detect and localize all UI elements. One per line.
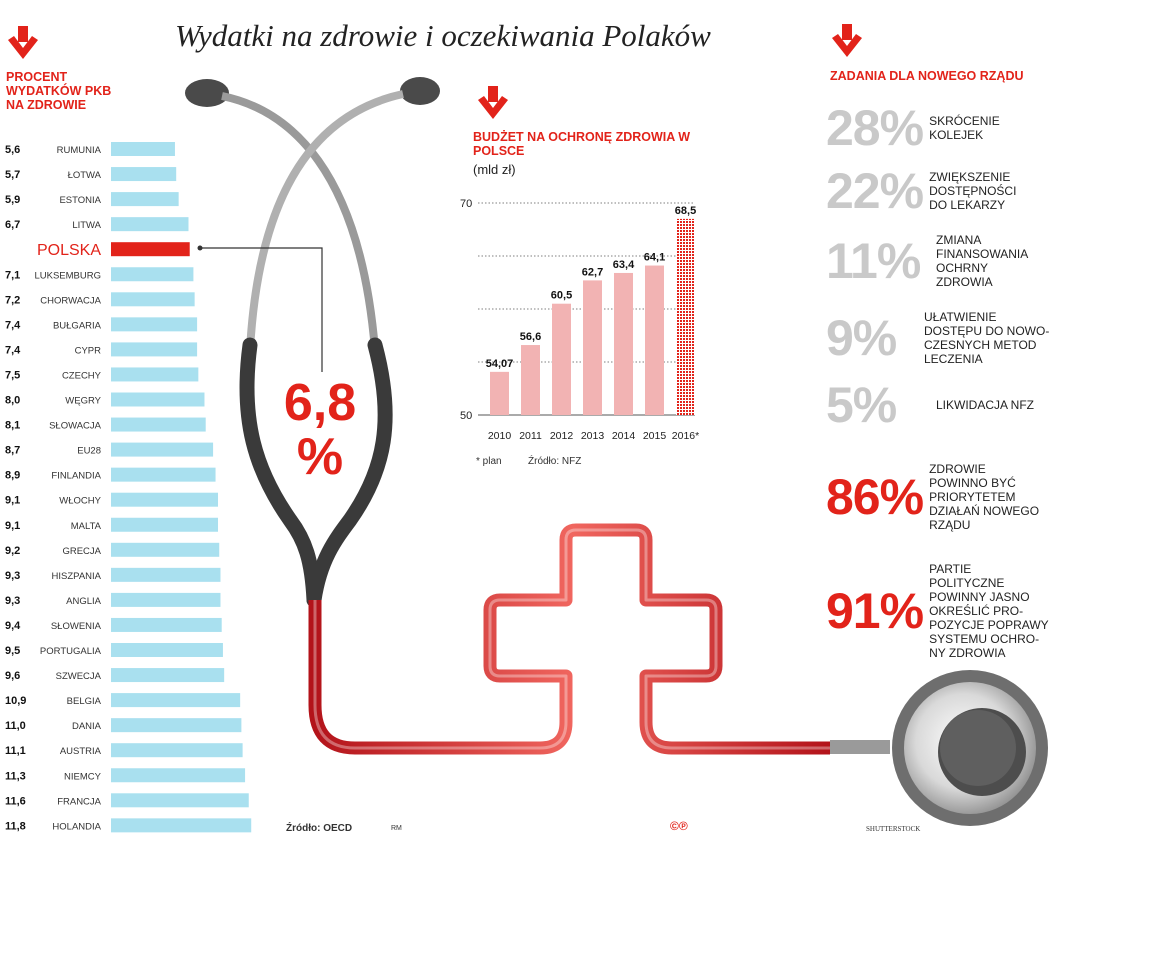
x-tick-label: 2011 [519,430,542,442]
publisher-logo: ©℗ [670,819,688,833]
bar [111,167,176,181]
task-text: ZMIANA FINANSOWANIA OCHRNY ZDROWIA [936,233,1028,289]
bar [111,643,223,657]
task-percent: 86% [826,469,924,525]
category-label: ŁOTWA [67,170,101,182]
bar [111,192,179,206]
category-label: FRANCJA [57,796,101,808]
data-label: 9,1 [5,494,21,507]
task-text: ZDROWIE POWINNO BYĆ PRIORYTETEM DZIAŁAŃ NOWEGO RZĄDU [929,462,1040,532]
x-tick-label: 2012 [549,430,574,442]
task-text: SKRÓCENIE KOLEJEK [929,114,1000,142]
data-label: 9,4 [5,619,21,632]
bar [111,543,219,557]
polska-highlight [272,376,368,484]
category-label: SŁOWACJA [49,420,101,432]
task-percent: 9% [826,310,897,366]
task-text: UŁATWIENIE DOSTĘPU DO NOWO-CZESNYCH METOD LECZENIA [924,310,1050,366]
task-percent: 91% [826,583,924,639]
task-item [826,562,1049,660]
category-label: HISZPANIA [51,570,101,582]
data-label: 9,3 [5,569,21,582]
data-label: 8,9 [5,469,21,482]
bar [111,393,204,407]
bar [521,345,540,415]
bar [111,618,222,632]
category-label: LUKSEMBURG [34,270,101,282]
bar [583,280,602,415]
category-label: GRECJA [62,545,101,557]
category-label: RUMUNIA [56,145,101,156]
gdp-bar-chart [0,0,290,850]
bar [111,768,245,782]
bar [111,418,206,432]
page-title: Wydatki na zdrowie i oczekiwania Polaków [175,18,711,53]
bar [111,142,175,156]
arrow-down-icon [830,24,864,60]
bar [111,693,240,707]
task-percent: 28% [826,100,924,156]
budget-source: Źródło: NFZ [528,456,582,467]
data-label: 5,7 [5,169,21,182]
category-label: BUŁGARIA [52,320,101,332]
category-label: MALTA [70,520,101,532]
bar [111,317,197,331]
budget-chart-heading: BUDŻET NA OCHRONĘ ZDROWIA W POLSCE [473,130,691,158]
bar [111,518,218,532]
data-label: 7,2 [5,294,21,307]
data-label: 63,4 [612,258,635,271]
task-item [826,310,1054,366]
task-percent: 11% [826,233,921,289]
x-tick-label: 2015 [642,430,667,442]
data-label: 8,0 [5,394,21,407]
data-label: 7,5 [5,369,21,382]
gdp-chart-heading: PROCENT WYDATKÓW PKB NA ZDROWIE [6,70,112,112]
arrow-down-icon [476,86,510,122]
bar [111,367,198,381]
category-label: ANGLIA [66,595,101,607]
data-label: 62,7 [581,266,604,279]
rm-credit: RM [391,825,402,832]
data-label: 11,0 [5,720,26,733]
data-label: 9,1 [5,519,21,532]
category-label: WĘGRY [65,395,101,407]
bar [111,718,241,732]
data-label: 9,2 [5,544,21,557]
bar [111,818,251,832]
task-percent: 22% [826,163,924,219]
data-label: 11,3 [5,770,26,783]
category-label: CZECHY [61,370,101,382]
data-label: 7,1 [5,269,21,282]
category-label: SŁOWENIA [50,620,101,632]
category-label: POLSKA [36,242,101,260]
category-label: BELGIA [66,696,101,708]
category-label: ESTONIA [59,195,101,207]
data-label: 64,1 [643,251,666,264]
category-label: AUSTRIA [59,746,101,758]
category-label: EU28 [77,445,101,457]
x-tick-label: 2016* [671,430,700,442]
task-item [826,233,1046,289]
data-label: 11,8 [5,820,26,833]
category-label: PORTUGALIA [39,646,101,657]
y-tick-label: 50 [460,410,473,422]
bar [111,793,249,807]
x-tick-label: 2014 [611,430,636,442]
data-label: 54,07 [485,357,514,370]
budget-bar-chart [440,185,710,450]
task-item [826,462,1039,532]
data-label: 10,9 [5,695,27,708]
task-item [826,100,1019,156]
data-label: 8,7 [5,444,21,457]
photo-credit: SHUTTERSTOCK [866,825,921,833]
gdp-source: Źródło: OECD [286,823,353,834]
task-percent: 5% [826,377,897,433]
data-label: 11,6 [5,795,26,808]
bar [111,743,243,757]
bar [111,342,197,356]
chestpiece-stem [830,740,890,754]
data-label: 7,4 [5,344,21,357]
bar [111,217,188,231]
data-label: 5,9 [5,194,21,207]
category-label: SZWECJA [55,671,101,683]
polska-highlight-unit: % [296,428,344,486]
category-label: CYPR [74,345,101,357]
bar [490,372,509,415]
task-text: PARTIE POLITYCZNE POWINNY JASNO OKREŚLIĆ PRO-POZYCJE POPRAWY SYSTEMU OCHRO-NY ZDROWIA [929,562,1049,660]
budget-footnote: * plan [476,456,502,467]
bar [111,493,218,507]
data-label: 9,5 [5,645,21,657]
category-label: LITWA [72,220,101,232]
task-item [826,377,1036,433]
bar [111,468,216,482]
bar [645,266,664,415]
data-label: 9,3 [5,594,21,607]
category-label: NIEMCY [64,771,101,783]
data-label: 9,6 [5,670,21,683]
task-text: ZWIĘKSZENIE DOSTĘPNOŚCI DO LEKARZY [929,170,1017,212]
x-tick-label: 2010 [487,430,512,442]
task-item [826,163,1029,219]
budget-unit: (mld zł) [473,162,516,177]
category-label: WŁOCHY [59,495,101,507]
data-label: 11,1 [5,745,26,758]
bar [111,242,190,256]
data-label: 8,1 [5,419,21,432]
data-label: 60,5 [550,289,573,302]
category-label: CHORWACJA [40,295,101,307]
category-label: DANIA [71,721,101,733]
data-label: 5,6 [5,144,21,156]
bar [111,668,224,682]
earpiece-right [400,77,440,105]
polska-highlight-value: 6,8 [283,374,357,432]
data-label: 6,7 [5,219,21,232]
bar [111,292,195,306]
data-label: 7,4 [5,319,21,332]
bar [614,273,633,415]
tasks-heading: ZADANIA DLA NOWEGO RZĄDU [830,69,1024,83]
category-label: FINLANDIA [51,470,101,482]
data-label: 68,5 [674,204,697,217]
bar [111,443,213,457]
y-tick-label: 70 [460,198,473,210]
x-tick-label: 2013 [580,430,605,442]
category-label: HOLANDIA [52,821,101,833]
bar [676,219,695,415]
data-label: 56,6 [519,331,542,344]
bar [552,304,571,415]
bar [111,593,220,607]
task-text: LIKWIDACJA NFZ [936,398,1035,412]
bar [111,568,220,582]
bar [111,267,193,281]
